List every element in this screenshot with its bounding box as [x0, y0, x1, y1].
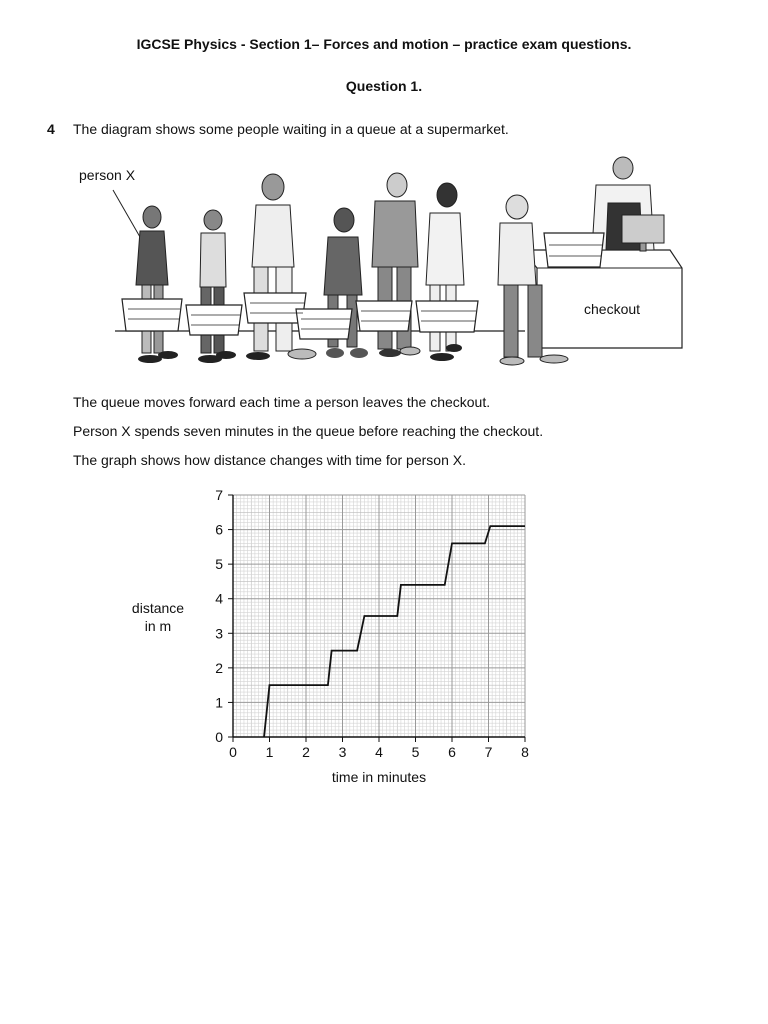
person-x-pointer [113, 190, 140, 237]
paragraph-person-x-time: Person X spends seven minutes in the queue before reaching the checkout. [73, 423, 544, 439]
paragraph-queue-moves: The queue moves forward each time a person leaves the checkout. [73, 394, 491, 410]
y-tick-label: 0 [215, 729, 223, 745]
basket [122, 299, 182, 331]
y-tick-label: 7 [215, 487, 223, 503]
x-tick-label: 3 [338, 744, 347, 760]
page-title: IGCSE Physics - Section 1– Forces and motion – practice exam questions. [136, 36, 632, 52]
paragraph-graph-description: The graph shows how distance changes with time for person X. [73, 452, 466, 468]
x-tick-label: 1 [265, 744, 274, 760]
series-line-person-x [264, 526, 525, 737]
till-screen [622, 215, 664, 243]
y-axis-label-line2: in m [144, 618, 172, 634]
basket [186, 305, 242, 335]
basket [296, 309, 352, 339]
x-tick-label: 8 [521, 744, 529, 760]
checkout-counter [522, 250, 682, 348]
y-tick-label: 3 [215, 625, 223, 642]
y-tick-label: 2 [215, 659, 223, 676]
question-intro: The diagram shows some people waiting in a queue at a supermarket. [73, 121, 509, 137]
series-points [264, 526, 525, 737]
person-x-label: person X [79, 167, 136, 183]
person-x-figure [136, 206, 178, 363]
basket [356, 301, 412, 331]
question-heading: Question 1. [345, 78, 423, 94]
checkout-label: checkout [584, 301, 641, 317]
y-tick-label: 5 [215, 556, 223, 573]
x-tick-label: 0 [229, 744, 237, 760]
y-tick-label: 1 [215, 694, 223, 711]
distance-time-graph [100, 480, 560, 800]
x-axis-label: time in minutes [331, 769, 427, 785]
x-tick-label: 6 [448, 744, 456, 760]
basket [416, 301, 478, 332]
x-tick-label: 7 [484, 744, 493, 760]
y-axis-label-line1: distance [131, 600, 185, 616]
x-tick-label: 4 [375, 744, 383, 760]
queue-person [426, 183, 464, 361]
queue-diagram [70, 155, 690, 370]
queue-person [198, 210, 236, 363]
y-tick-label: 6 [215, 521, 223, 538]
y-tick-label: 4 [215, 590, 223, 607]
x-tick-label: 5 [411, 744, 420, 760]
question-number: 4 [47, 121, 55, 137]
basket [544, 233, 604, 267]
x-tick-label: 2 [302, 744, 310, 760]
